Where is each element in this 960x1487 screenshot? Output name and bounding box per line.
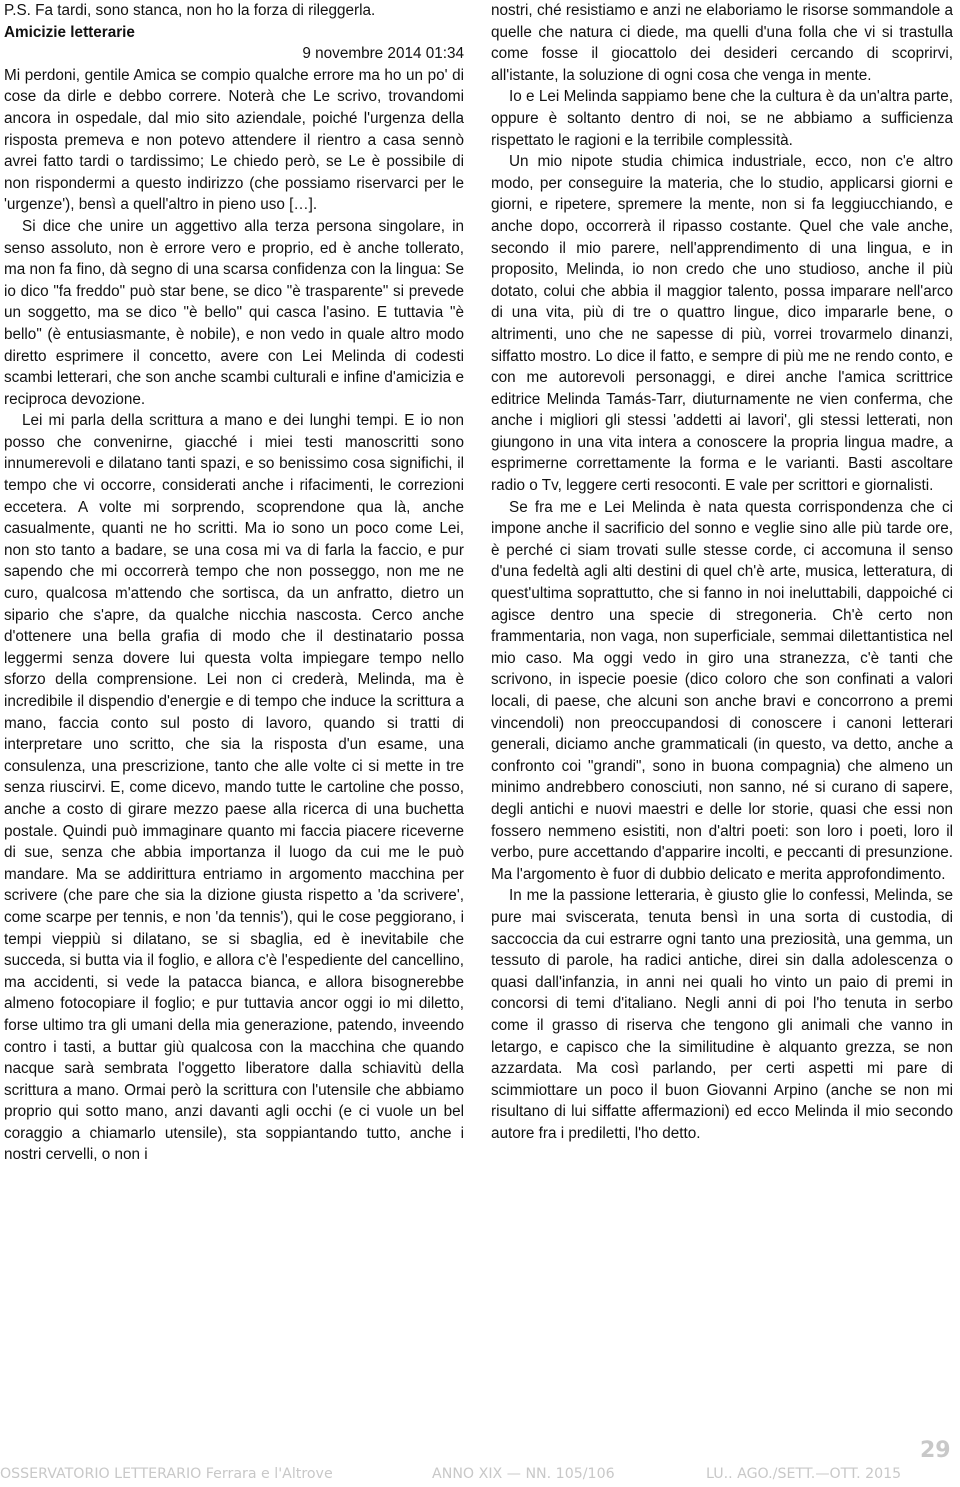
paragraph: Io e Lei Melinda sappiamo bene che la cultura è da un'altra parte, oppure è soltanto dentro di noi, se ne abbiamo a sufficienza rispettato le ragioni e la terribile complessità. [491,88,953,149]
section-heading: Amicizie letterarie [4,23,135,41]
footer-issue: ANNO XIX — NN. 105/106 [432,1466,615,1482]
paragraph: Mi perdoni, gentile Amica se compio qualche errore ma ho un po' di cose da dirle e debbo correre. Noterà che Le scrivo, trovandomi ancora in ospedale, dal mio sito aziendale, poiché l'urgenza della risposta premeva e non potevo attendere il rientro a casa sennò avrei fatto tardi o tardissimo; Le chiedo però, se Le è possibile di non rispondermi a questo indirizzo (che possiamo riservarci per le 'urgenze'), bensì a quell'altro in pieno uso […]. [4,66,464,214]
paragraph: In me la passione letteraria, è giusto glie lo confessi, Melinda, se pure mai sviscerata, tenuta bensì in una sorta di custodia, di saccoccia da cui estrarre ogni tanto una preziosità, una gemma, un tessuto di parole, ha radici antiche, direi sin dalla adolescenza o quasi dall'infanzia, in anni nei quali ho vinto un paio di premi in concorsi di temi d'italiano. Negli anni di poi l'ho tenuta in serbo come il grasso di riserva che tengono gli animali che vanno in letargo, e capisco che la similitudine è alquanto grezza, se non azzardata. Ma così parlando, per certi aspetti mi pare di scimmiottare un poco il buon Giovanni Arpino (anche se non mi risultano di lui siffatte affermazioni) ed ecco Melinda il mio secondo autore fra i prediletti, l'ho detto. [491,887,953,1142]
left-column [4,0,464,1166]
paragraph: Se fra me e Lei Melinda è nata questa corrispondenza che ci impone anche il sacrificio del sonno e veglie sino alle più tarde ore, è perché ci siam trovati sulle stesse corde, ci accomuna il senso d'una fedeltà agli alti destini di quel ch'è arte, musica, letteratura, di quest'ultima soprattutto, che si fanno in noi ineluttabili, dappoiché ci agisce dentro una specie di stregoneria. Ch'è certo non frammentaria, non vaga, non superficiale, semmai dilettantistica nel mio caso. Ma oggi vedo in giro una stranezza, c'è tanti che scrivono, in ispecie poesie (dico coloro che son confinati a valori locali, di paese, che alcuni son anche bravi e concorrono a premi vincendoli) non preoccupandosi di conoscere i canoni letterari generali, diciamo anche grammaticali (in questo, va detto, anche a confronto coi "grandi", sono in buona compagnia) che almeno un minimo andrebbero conosciuti, non sanno, né si curano di sapere, degli antichi e nuovi maestri e delle lor storie, quasi che essi non fossero nemmeno esistiti, non d'altri poeti: son loro i poeti, loro il verbo, pure accettando d'apparire incolti, e peccanti di presunzione. Ma l'argomento è fuor di dubbio delicato e merita approfondimento. [491,498,953,883]
footer-journal-title: OSSERVATORIO LETTERARIO Ferrara e l'Altrove [0,1466,333,1482]
page-footer [0,1466,960,1487]
paragraph: Un mio nipote studia chimica industriale, ecco, non c'e altro modo, per conseguire la materia, che lo studio, applicarsi giorni e giorni, e ripetere, spremere la mente, non si fa leggiucchiando, e anche dopo, occorrerà il ripasso costante. Quel che vale anche, secondo il mio parere, nell'apprendimento di una lingua, e in proposito, Melinda, io non credo che uno studioso, anche il più dotato, colui che abbia il maggior talento, possa imparare nell'arco di una vita, più di tre o quattro lingue, dico impararle bene, o altrimenti, uno che ne sapesse di più, vorrei trovarmelo dinanzi, siffatto mostro. Lo dice il fatto, e sempre di più me ne rendo conto, e con me autorevoli personaggi, e direi anche l'amica scrittrice editrice Melinda Tamás-Tarr, diuturnamente ne vien conferma, che anche i migliori gli stessi 'addetti ai lavori', gli stessi letterati, non giungono in una vita intera a conoscere la propria lingua madre, a esprimerne correttamente la forma e le varianti. Basti ascoltare radio o Tv, leggere certi resoconti. E vale per scrittori e giornalisti. [491,153,953,495]
paragraph: Si dice che unire un aggettivo alla terza persona singolare, in senso assoluto, non è errore vero e proprio, ed è anche tollerato, ma non fa fino, dà segno di una scarsa confidenza con la lingua: Se io dico "fa freddo" può star bene, se dico "è trasparente" si prevede un soggetto, ma se dico "è bello" qui casca l'asino. E tuttavia "è bello" (è entusiasmante, è nobile), e non vedo in quale altro modo diretto esprimere il concetto, avere con Lei Melinda di codesti scambi letterari, che son anche scambi culturali e infine d'amicizia e reciproca devozione. [4,217,464,408]
paragraph: Lei mi parla della scrittura a mano e dei lunghi tempi. E io non posso che convenirne, giacché i miei testi manoscritti sono innumerevoli e dilatano tanti spazi, e so benissimo cosa significhi, il tempo che vi occorre, considerati anche i rifacimenti, le correzioni eccetera. A volte mi sorprendo, scoprendone qua là, anche casualmente, quanti ne ho scritti. Ma io sono un poco come Lei, non sto tanto a badare, se una cosa mi va di farla la faccio, e pur sapendo che mi occorrerà tempo che non posseggo, non me ne curo, qualcosa m'attendo che sortisca, da un anfratto, dietro un sipario che s'apre, da qualche nicchia nascosta. Cerco anche d'ottenere una bella grafia di modo che il destinatario possa leggermi senza dovere lui questa volta impiegare tempo nello sforzo della comprensione. Lei non ci crederà, Melinda, ma è incredibile il dispendio d'energie e di tempo che induce la scrittura a mano, faccia conto sul posto di lavoro, quando si tratti di interpretare uno scritto, che sia la risposta d'un esame, una consulenza, una prescrizione, tanto che alle volte ci si mette in tre senza riuscirvi. E, come dicevo, mando tutte le cartoline che posso, anche a costo di girare mezzo paese alla ricerca di una buchetta postale. Quindi può immaginare quanto mi faccia piacere riceverne di sue, senza che abbia importanza il luogo da cui me le può mandare. Ma se addirittura entriamo in argomento macchina per scrivere (che pare che sia la dizione giusta rispetto a 'da scrivere', come scarpe per tennis, e non 'da tennis'), qui le cose peggiorano, i tempi vieppiù si dilatano, se si sbaglia, ed è inevitabile che succeda, si butta via il foglio, e allora c'è l'espediente del cancellino, ma accidenti, si vede la patacca bianca, e allora bisognerebbe almeno fotocopiare il foglio; e pur tuttavia ancor oggi io mi diletto, forse ultimo tra gli umani della mia generazione, patendo, inveendo contro i tasti, a buttar giù qualcosa con la macchina che quando nacque sarà sembrata l'oggetto liberatore dalla schiavitù della scrittura a mano. Ormai però la scrittura con l'utensile che abbiamo proprio qui sotto mano, anzi davanti agli occhi (e ci vuole un bel coraggio a chiamarlo utensile), sta soppiantando tutto, anche i nostri cervelli, o non i [4,412,464,1164]
paragraph: nostri, ché resistiamo e anzi ne elaboriamo le risorse sommandole a quelle che natura ci diede, ma quelli d'una folla che vi si trastulla come fosse il giocattolo dei desideri cercando di scoprirvi, all'istante, la soluzione di ogni cosa che venga in mente. [491,2,953,84]
footer-period: LU.. AGO./SETT.—OTT. 2015 [706,1466,902,1482]
letter-date: 9 novembre 2014 01:34 [302,45,464,63]
postscript: P.S. Fa tardi, sono stanca, non ho la forza di rileggerla. [4,2,376,19]
page-number: 29 [920,1438,951,1463]
right-column [491,0,953,1144]
